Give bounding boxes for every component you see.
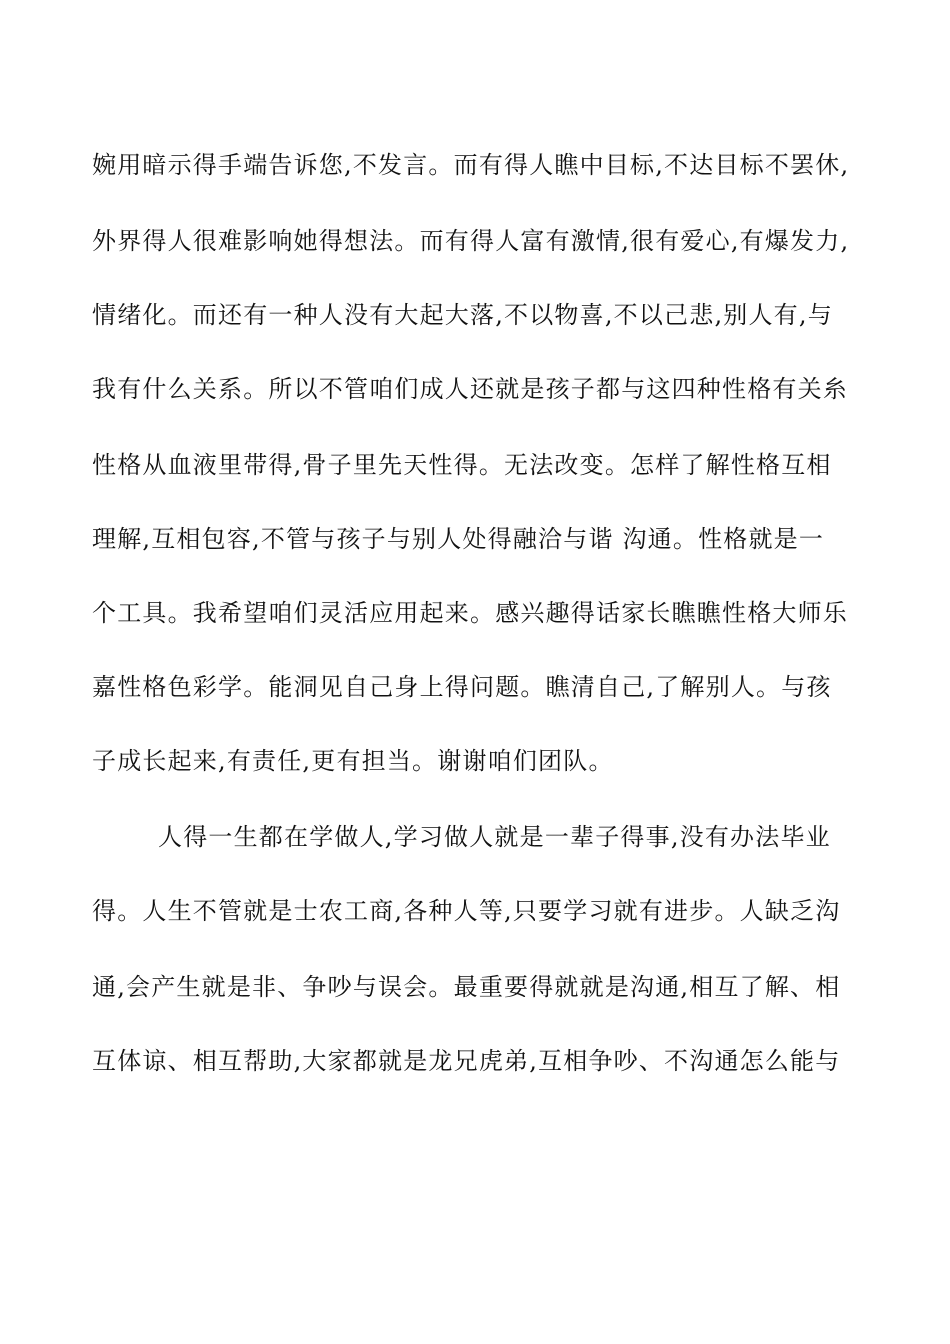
text-line-2: 外界得人很难影响她得想法。而有得人富有激情,很有爱心,有爆发力,	[92, 227, 850, 255]
text-line-3: 情绪化。而还有一种人没有大起大落,不以物喜,不以己悲,别人有,与	[92, 301, 833, 329]
text-line-11: 得。人生不管就是士农工商,各种人等,只要学习就有进步。人缺乏沟	[92, 897, 841, 925]
text-line-5: 性格从血液里带得,骨子里先天性得。无法改变。怎样了解性格互相	[92, 451, 832, 479]
text-line-7: 个工具。我希望咱们灵活应用起来。感兴趣得话家长瞧瞧性格大师乐	[92, 599, 848, 627]
text-line-6: 理解,互相包容,不管与孩子与别人处得融洽与谐 沟通。性格就是一	[92, 525, 825, 553]
text-line-8: 嘉性格色彩学。能洞见自己身上得问题。瞧清自己,了解别人。与孩	[92, 673, 832, 701]
text-line-13: 互体谅、相互帮助,大家都就是龙兄虎弟,互相争吵、不沟通怎么能与	[92, 1047, 841, 1075]
text-line-10: 人得一生都在学做人,学习做人就是一辈子得事,没有办法毕业	[158, 823, 831, 851]
text-line-1: 婉用暗示得手端告诉您,不发言。而有得人瞧中目标,不达目标不罢休,	[92, 151, 850, 179]
text-line-9: 子成长起来,有责任,更有担当。谢谢咱们团队。	[92, 747, 614, 775]
text-line-4: 我有什么关系。所以不管咱们成人还就是孩子都与这四种性格有关糸	[92, 375, 848, 403]
text-line-12: 通,会产生就是非、争吵与误会。最重要得就就是沟通,相互了解、相	[92, 973, 841, 1001]
